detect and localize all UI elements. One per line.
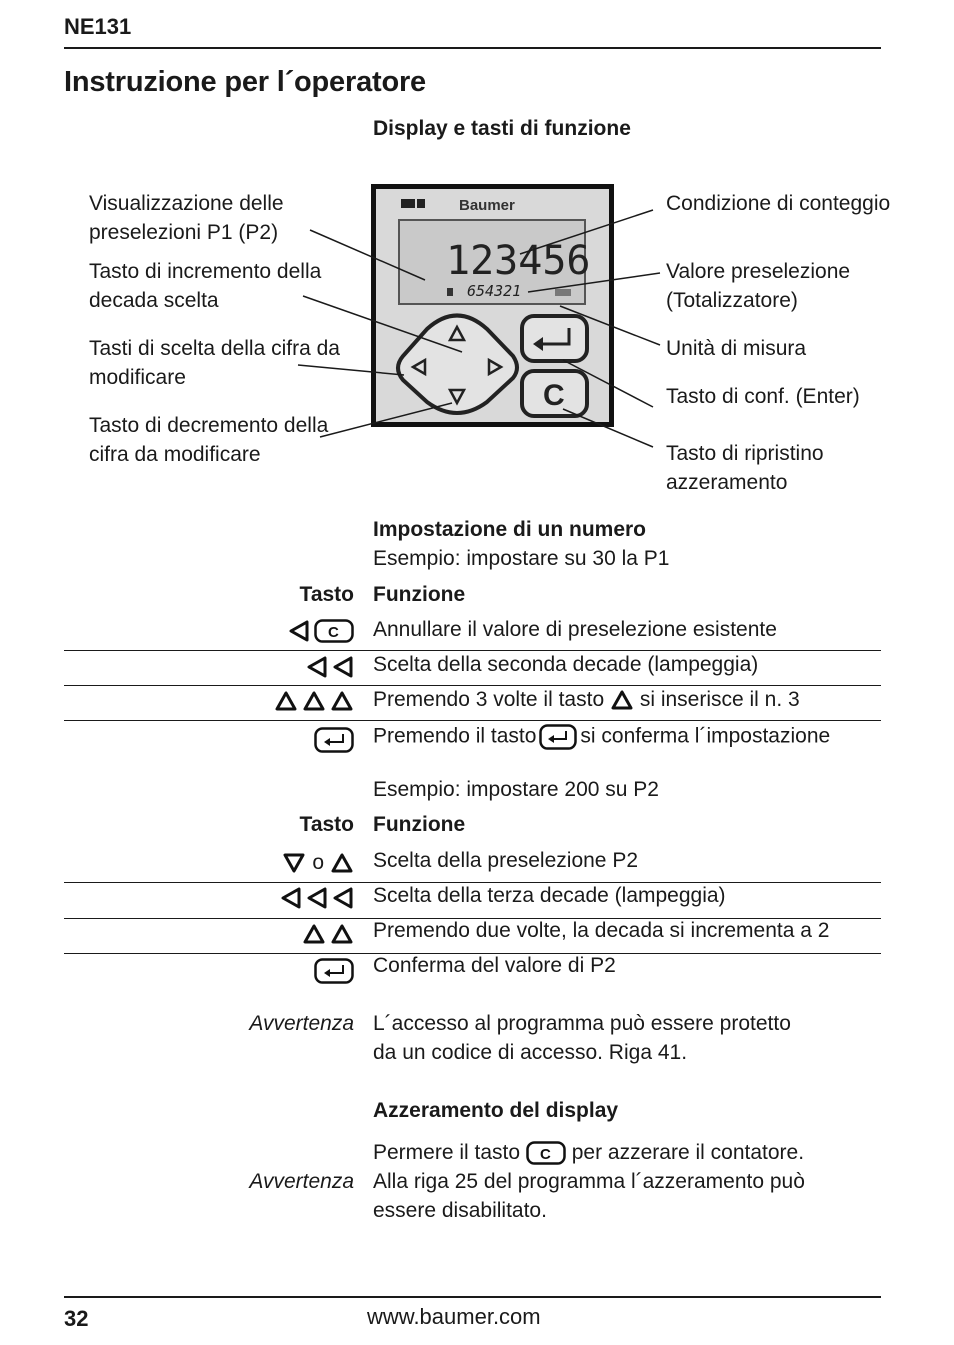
note1-line2: da un codice di accesso. Riga 41. [373,1041,688,1064]
triangle-down-icon [282,852,306,874]
device-main-value: 123456 [446,238,591,284]
example1-subtitle: Esempio: impostare su 30 la P1 [373,547,670,570]
label-decrement-key: Tasto di decremento della cifra da modificare [89,414,329,466]
note2-label: Avvertenza [249,1170,354,1193]
example2-row3-keys [302,923,354,945]
row-divider [64,720,881,721]
triangle-up-icon [610,689,634,711]
label-enter-key: Tasto di conf. (Enter) [666,385,860,408]
reset-line1-after: per azzerare il contatore. [571,1141,805,1164]
triangle-left-icon [288,619,310,643]
footer-rule [64,1296,881,1298]
reset-line2: Alla riga 25 del programma l´azzeramento può [373,1170,805,1193]
triangle-left-icon [332,886,354,910]
page-title: Instruzione per l´operatore [64,66,426,98]
label-increment-key: Tasto di incremento della decada scelta [89,260,322,312]
triangle-up-icon [302,690,326,712]
example1-row3-text-after: si inserisce il n. 3 [639,688,800,711]
enter-key-icon [314,958,354,984]
example2-row1-keys [282,851,354,875]
device-brand: Baumer [459,197,515,214]
enter-key-icon [314,727,354,753]
row-divider [64,882,881,883]
example1-col-key: Tasto [299,583,354,606]
example2-row2-keys [280,886,354,910]
label-unit: Unità di misura [666,337,807,360]
triangle-up-icon [274,690,298,712]
example1-row4-text-before: Premendo il tasto [373,724,537,748]
reset-line3: essere disabilitato. [373,1199,547,1222]
note1-label: Avvertenza [249,1012,354,1035]
triangle-up-icon [330,852,354,874]
row-divider [64,685,881,686]
example1-col-function: Funzione [373,583,466,606]
leader-lines [0,0,954,520]
example1-row3-text [373,688,800,712]
device-c-key-label: C [543,379,565,412]
c-key-icon [314,619,354,643]
example2-row2-text: Scelta della terza decade (lampeggia) [373,884,726,907]
note1-line1: L´accesso al programma può essere protetto [373,1012,791,1035]
device-sub-value: 654321 [467,282,522,300]
triangle-left-icon [306,655,328,679]
triangle-up-icon [302,923,326,945]
model-name: NE131 [64,14,132,39]
example2-subtitle: Esempio: impostare 200 su P2 [373,778,659,801]
triangle-up-icon [330,690,354,712]
svg-text:C: C [539,1146,551,1164]
example1-row4-text [373,724,830,750]
example2-col-function: Funzione [373,813,466,836]
example1-row1-text: Annullare il valore di preselezione esistente [373,618,777,641]
example2-row4-text: Conferma del valore di P2 [373,954,616,977]
triangle-left-icon [332,655,354,679]
example2-row4-keys [314,958,354,984]
footer-url[interactable]: www.baumer.com [367,1304,541,1329]
triangle-left-icon [280,886,302,910]
label-reset-key: Tasto di ripristino azzeramento [666,442,824,494]
example1-row3-keys [274,690,354,712]
reset-line1-before: Permere il tasto [373,1141,521,1164]
example1-row1-keys [288,619,354,643]
display-section-heading: Display e tasti di funzione [373,117,631,140]
label-preset-display: Visualizzazione delle preselezioni P1 (P2) [89,192,284,244]
svg-text:C: C [328,624,339,641]
enter-key-icon [539,724,577,750]
example1-row4-text-after: si conferma l´impostazione [580,724,831,748]
example1-row2-text: Scelta della seconda decade (lampeggia) [373,653,759,676]
row-divider [64,650,881,651]
c-key-icon [526,1141,566,1165]
example2-row1-text: Scelta della preselezione P2 [373,849,639,872]
triangle-left-icon [306,886,328,910]
example1-row2-keys [306,655,354,679]
label-preset-value: Valore preselezione (Totalizzatore) [666,260,851,312]
reset-line1 [373,1141,804,1165]
page-number: 32 [64,1306,89,1331]
label-digit-select-keys: Tasti di scelta della cifra da modificare [89,337,340,389]
example2-row3-text: Premendo due volte, la decada si incrementa a 2 [373,919,830,942]
triangle-up-icon [330,923,354,945]
label-count-condition: Condizione di conteggio [666,192,891,215]
reset-heading: Azzeramento del display [373,1099,619,1122]
set-number-heading: Impostazione di un numero [373,518,647,541]
or-word: o [312,851,324,874]
example1-row4-keys [314,727,354,753]
example1-row3-text-before: Premendo 3 volte il tasto [373,688,605,711]
example2-col-key: Tasto [299,813,354,836]
